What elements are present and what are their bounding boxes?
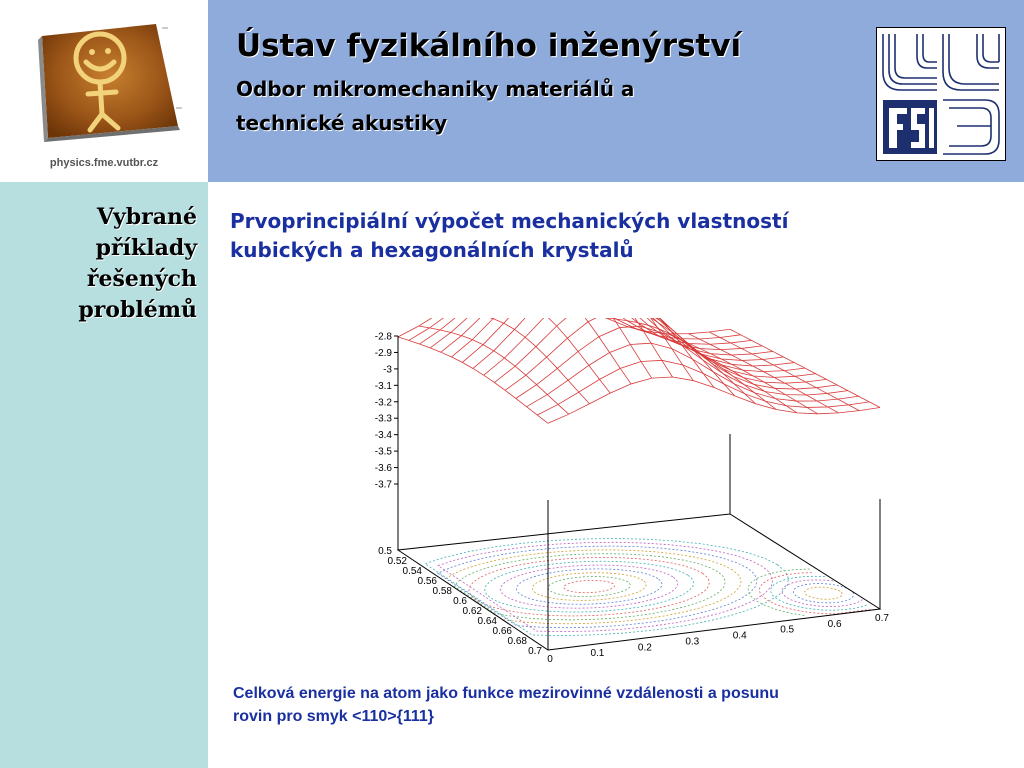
mesh-line <box>494 318 826 383</box>
base-plane-outline <box>398 514 880 650</box>
y-tick-label: 0.66 <box>492 626 512 637</box>
sidebar-heading <box>20 202 197 326</box>
z-tick-label: -3 <box>383 364 392 376</box>
contour-line <box>501 565 678 608</box>
z-tick-label: -3.1 <box>374 380 392 392</box>
contour-line <box>771 576 869 610</box>
mesh-line <box>730 329 880 407</box>
y-tick-label: 0.54 <box>402 566 422 577</box>
y-tick-label: 0.64 <box>477 616 497 627</box>
slide-heading-line: kubických a hexagonálních krystalů <box>230 238 634 262</box>
z-axis-ticks <box>375 332 398 491</box>
site-url[interactable]: physics.fme.vutbr.cz <box>49 157 159 169</box>
x-tick-label: 0.2 <box>637 642 652 654</box>
z-tick-label: -3.3 <box>374 413 392 425</box>
z-tick-label: -3.4 <box>374 430 392 442</box>
sidebar-heading-line: příklady <box>95 235 197 261</box>
afm-smiley-image <box>28 18 188 148</box>
slide-heading <box>230 207 950 265</box>
mesh-line <box>409 318 741 340</box>
surface-mesh <box>398 318 880 423</box>
y-tick-label: 0.52 <box>387 556 407 567</box>
x-tick-label: 0.5 <box>780 624 795 636</box>
y-tick-label: 0.7 <box>528 646 542 657</box>
y-tick-label: 0.58 <box>432 586 452 597</box>
y-tick-label: 0.68 <box>507 636 527 647</box>
figure-caption-line: rovin pro smyk <110>{111} <box>233 708 435 725</box>
x-tick-label: 0.4 <box>732 630 747 642</box>
mesh-line <box>481 318 631 384</box>
mesh-line <box>709 332 859 411</box>
y-tick-label: 0.5 <box>378 546 392 557</box>
z-tick-label: -2.8 <box>374 331 392 343</box>
z-tick-label: -3.2 <box>374 397 392 409</box>
contour-line <box>469 557 710 616</box>
institute-title: Ústav fyzikálního inženýrství <box>236 28 742 64</box>
x-axis-ticks <box>547 613 889 663</box>
y-tick-label: 0.56 <box>417 576 437 587</box>
department-title-line: Odbor mikromechaniky materiálů a <box>236 77 635 101</box>
department-title <box>236 72 796 140</box>
contour-line <box>805 587 843 599</box>
x-tick-label: 0.3 <box>685 636 700 648</box>
y-tick-label: 0.62 <box>462 606 482 617</box>
sidebar-heading-line: řešených <box>86 266 197 292</box>
x-tick-label: 0.6 <box>827 618 842 630</box>
x-tick-label: 0.7 <box>875 613 889 624</box>
contour-line <box>454 554 725 620</box>
z-tick-label: -2.9 <box>374 347 392 359</box>
contour-line <box>444 550 742 624</box>
x-tick-label: 0 <box>547 654 553 663</box>
z-tick-label: -3.6 <box>374 463 392 475</box>
y-axis-ticks <box>378 546 542 657</box>
sidebar-heading-line: Vybrané <box>96 204 197 230</box>
y-tick-label: 0.6 <box>453 596 467 607</box>
z-tick-label: -3.5 <box>374 446 392 458</box>
contour-line <box>548 577 630 597</box>
department-title-line: technické akustiky <box>236 111 448 135</box>
contour-line <box>516 569 662 604</box>
fsi-vut-logo <box>876 27 1006 161</box>
sidebar-heading-line: problémů <box>78 297 197 323</box>
mesh-line <box>516 326 848 398</box>
mesh-line <box>564 318 714 388</box>
z-tick-label: -3.7 <box>374 479 392 491</box>
figure-caption <box>233 682 993 728</box>
base-plane <box>398 514 880 650</box>
mesh-line <box>398 337 548 423</box>
energy-surface-plot <box>350 318 900 663</box>
contour-line <box>532 573 646 601</box>
contour-line <box>564 580 615 592</box>
x-tick-label: 0.1 <box>590 648 605 660</box>
slide-heading-line: Prvoprincipiální výpočet mechanických vlastností <box>230 209 789 233</box>
figure-caption-line: Celková energie na atom jako funkce mezirovinné vzdálenosti a posunu <box>233 685 779 702</box>
